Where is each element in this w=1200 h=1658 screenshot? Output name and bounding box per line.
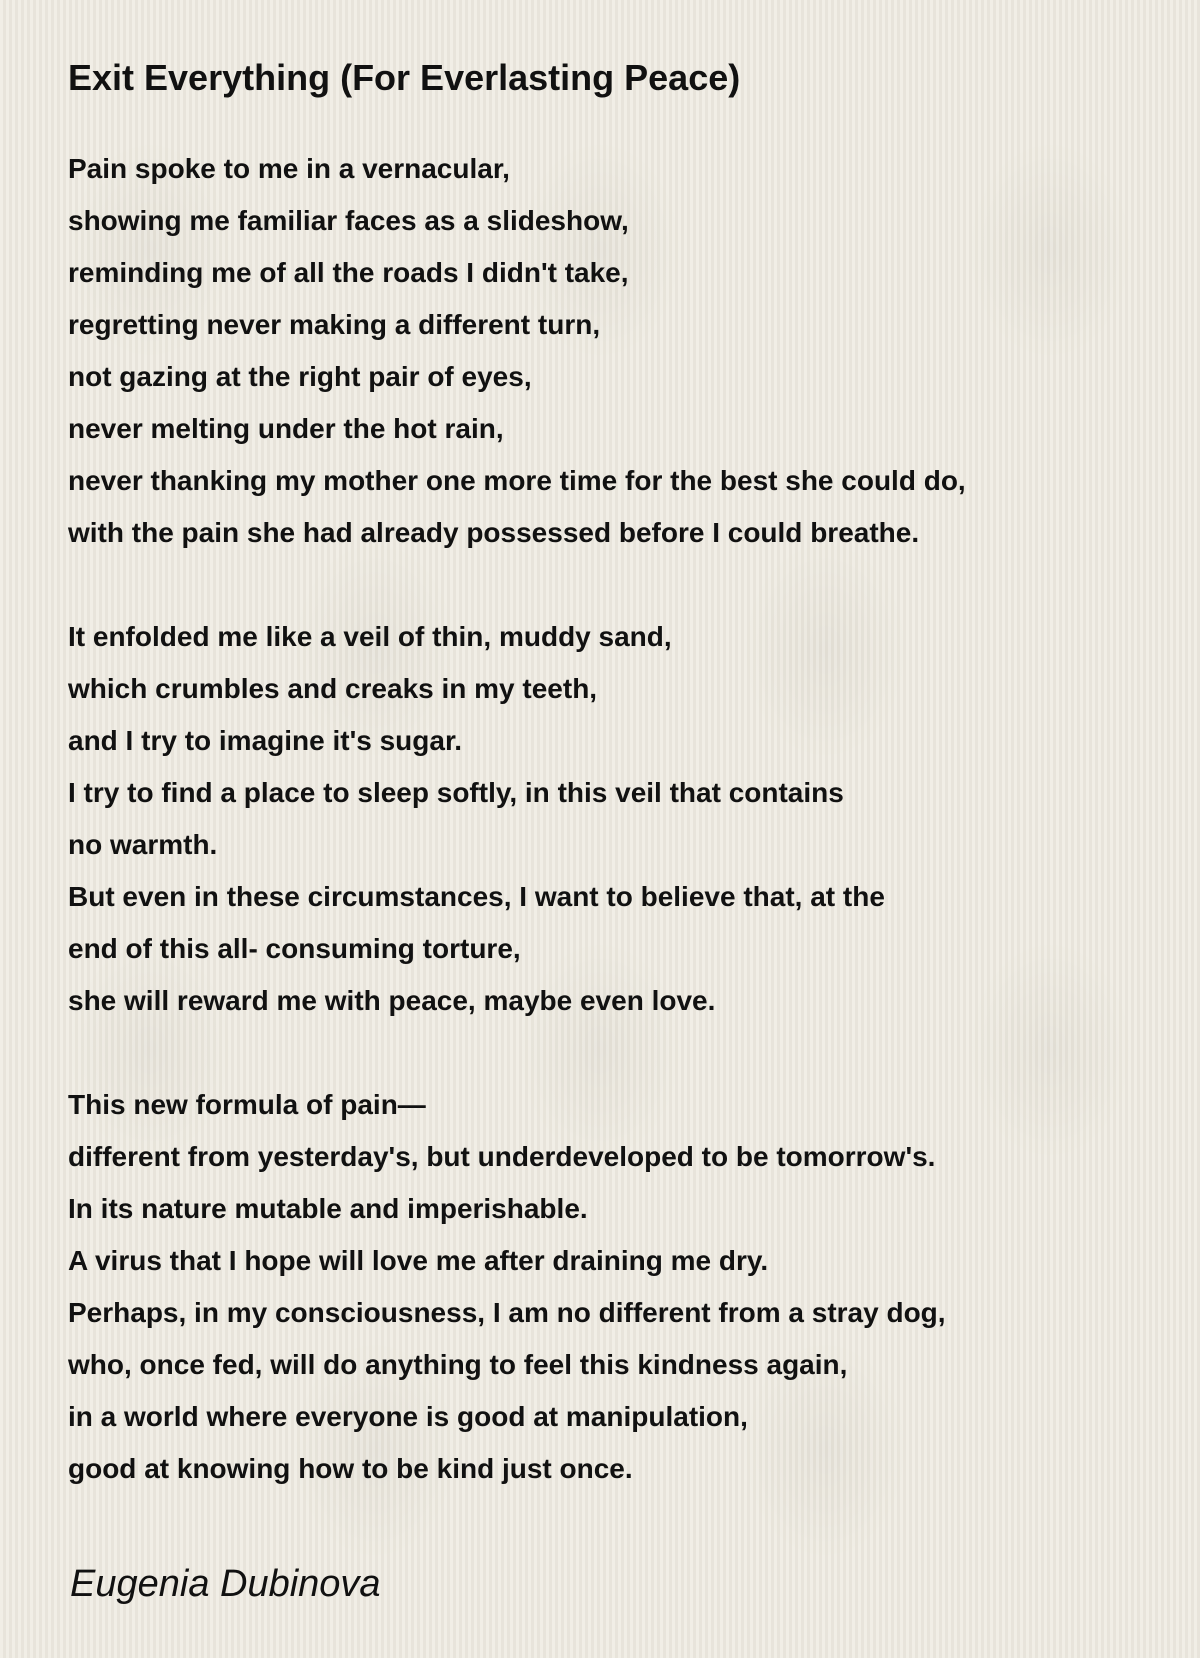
poem-line: she will reward me with peace, maybe even love. xyxy=(68,985,716,1016)
poem-line: no warmth. xyxy=(68,829,218,860)
poem-line: But even in these circumstances, I want to believe that, at the xyxy=(68,881,885,912)
poem-title: Exit Everything (For Everlasting Peace) xyxy=(68,57,741,98)
poem-line: reminding me of all the roads I didn't take, xyxy=(68,257,629,288)
poem-line: In its nature mutable and imperishable. xyxy=(68,1193,588,1224)
poem-line: never thanking my mother one more time for the best she could do, xyxy=(68,465,966,496)
poem-line: Pain spoke to me in a vernacular, xyxy=(68,153,510,184)
poem-line: I try to find a place to sleep softly, in this veil that contains xyxy=(68,777,844,808)
poem-line: regretting never making a different turn, xyxy=(68,309,601,340)
poem-line: This new formula of pain— xyxy=(68,1089,426,1120)
poem-line: never melting under the hot rain, xyxy=(68,413,504,444)
poem-line: Perhaps, in my consciousness, I am no different from a stray dog, xyxy=(68,1297,946,1328)
poem-line: in a world where everyone is good at manipulation, xyxy=(68,1401,748,1432)
poem-page xyxy=(68,50,1168,1495)
stanza-3 xyxy=(68,1079,1168,1495)
poem-line: different from yesterday's, but underdeveloped to be tomorrow's. xyxy=(68,1141,936,1172)
poem-body xyxy=(68,143,1168,1495)
poem-line: good at knowing how to be kind just once. xyxy=(68,1453,633,1484)
poem-line: showing me familiar faces as a slideshow, xyxy=(68,205,629,236)
poem-line: not gazing at the right pair of eyes, xyxy=(68,361,532,392)
stanza-2 xyxy=(68,611,1168,1027)
poem-line: which crumbles and creaks in my teeth, xyxy=(68,673,598,704)
poem-author: Eugenia Dubinova xyxy=(70,1563,381,1605)
stanza-1 xyxy=(68,143,1168,559)
poem-line: with the pain she had already possessed before I could breathe. xyxy=(68,517,920,548)
poem-line: end of this all- consuming torture, xyxy=(68,933,521,964)
poem-line: It enfolded me like a veil of thin, muddy sand, xyxy=(68,621,672,652)
poem-line: who, once fed, will do anything to feel this kindness again, xyxy=(68,1349,848,1380)
poem-line: and I try to imagine it's sugar. xyxy=(68,725,463,756)
poem-line: A virus that I hope will love me after draining me dry. xyxy=(68,1245,769,1276)
